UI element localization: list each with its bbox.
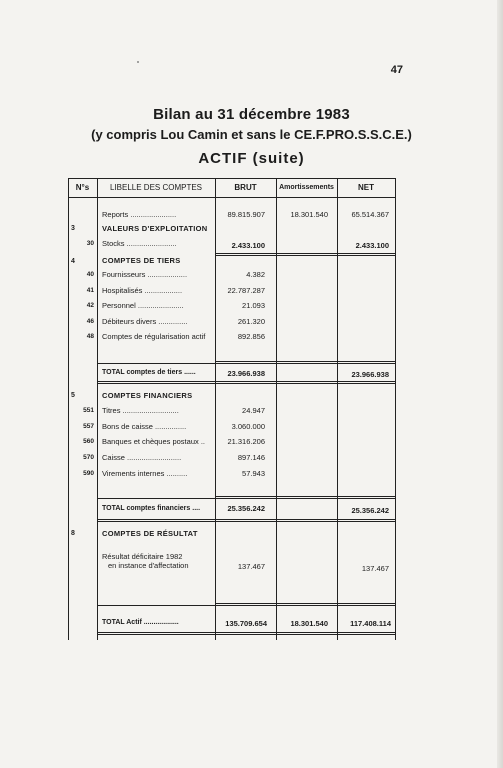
title-line-3: ACTIF (suite) xyxy=(198,150,305,167)
print-speck xyxy=(137,61,139,63)
table-right-border xyxy=(395,178,396,640)
row-net: 65.514.367 xyxy=(351,210,389,219)
row-code: 30 xyxy=(86,240,94,247)
total-actif-amort: 18.301.540 xyxy=(290,619,328,628)
row-code: 551 xyxy=(83,407,94,414)
actif-rule-2 xyxy=(97,605,395,606)
balance-table xyxy=(68,178,396,640)
header-net: NET xyxy=(358,183,374,192)
col-sep-brut xyxy=(276,178,277,640)
stocks-rule-2 xyxy=(215,255,395,256)
tiers-rule xyxy=(215,361,395,362)
row-brut: 897.146 xyxy=(237,453,265,462)
subtotal-net: 25.356.242 xyxy=(351,506,389,515)
row-code: 590 xyxy=(83,470,94,477)
row-code: 3 xyxy=(71,225,75,232)
actif-total-bottom xyxy=(97,632,395,633)
row-code: 570 xyxy=(83,454,94,461)
row-amort: 18.301.540 xyxy=(290,210,328,219)
total-actif-brut: 135.709.654 xyxy=(225,619,267,628)
subtotal-brut: 25.356.242 xyxy=(227,504,265,513)
row-brut: 261.320 xyxy=(237,317,265,326)
fin-total-bottom-2 xyxy=(97,521,395,522)
row-code: 557 xyxy=(83,423,94,430)
subtotal-net: 23.966.938 xyxy=(351,370,389,379)
header-brut: BRUT xyxy=(234,183,257,192)
actif-total-bottom-2 xyxy=(97,634,395,635)
row-code: 4 xyxy=(71,258,75,265)
row-label: Comptes de régularisation actif xyxy=(102,332,206,341)
row-label: Personnel ...................... xyxy=(102,301,184,310)
section-heading: COMPTES DE RÉSULTAT xyxy=(102,529,198,538)
row-label: Bons de caisse ............... xyxy=(102,422,187,431)
fin-rule-2 xyxy=(97,498,395,499)
row-label: Titres ........................... xyxy=(102,406,179,415)
row-net: 2.433.100 xyxy=(355,241,389,250)
row-label: Caisse .......................... xyxy=(102,453,182,462)
header-libelle: LIBELLE DES COMPTES xyxy=(109,183,203,192)
fin-rule xyxy=(215,496,395,497)
row-brut: 4.382 xyxy=(246,270,265,279)
row-label: Débiteurs divers .............. xyxy=(102,317,188,326)
row-brut: 89.815.907 xyxy=(227,210,265,219)
row-brut: 3.060.000 xyxy=(231,422,265,431)
section-heading: COMPTES FINANCIERS xyxy=(102,391,193,400)
row-label: Résultat déficitaire 1982 xyxy=(102,552,183,561)
row-label: Fournisseurs ................... xyxy=(102,270,188,279)
section-heading: VALEURS D'EXPLOITATION xyxy=(102,224,208,233)
row-label: Virements internes .......... xyxy=(102,469,188,478)
col-sep-no xyxy=(97,178,98,640)
stocks-rule xyxy=(215,253,395,254)
actif-rule xyxy=(215,603,395,604)
header-no: N°s xyxy=(75,183,90,192)
row-code: 42 xyxy=(86,302,94,309)
fin-total-bottom xyxy=(97,519,395,520)
header-amortissements: Amortissements xyxy=(279,184,334,191)
tiers-rule-2 xyxy=(97,363,395,364)
row-brut: 892.856 xyxy=(237,332,265,341)
row-net: 137.467 xyxy=(361,564,389,573)
page-number: 47 xyxy=(390,64,403,76)
title-line-1: Bilan au 31 décembre 1983 xyxy=(153,106,350,123)
row-brut: 21.093 xyxy=(242,301,265,310)
row-label: Banques et chèques postaux .. xyxy=(102,437,205,446)
row-code: 5 xyxy=(71,392,75,399)
total-actif-label: TOTAL Actif .................. xyxy=(102,619,179,626)
row-label: Hospitalisés .................. xyxy=(102,286,183,295)
row-code: 41 xyxy=(86,287,94,294)
subtotal-brut: 23.966.938 xyxy=(227,369,265,378)
row-brut: 2.433.100 xyxy=(231,241,265,250)
title-line-2: (y compris Lou Camin et sans le CE.F.PRO.S.S.C.E.) xyxy=(91,127,412,142)
row-code: 48 xyxy=(86,333,94,340)
row-code: 46 xyxy=(86,318,94,325)
row-brut: 57.943 xyxy=(242,469,265,478)
row-code: 560 xyxy=(83,438,94,445)
row-code: 8 xyxy=(71,530,75,537)
row-brut: 137.467 xyxy=(237,562,265,571)
row-brut: 24.947 xyxy=(242,406,265,415)
total-actif-net: 117.408.114 xyxy=(350,619,391,628)
table-left-border xyxy=(68,178,69,640)
row-label: Reports ...................... xyxy=(102,210,177,219)
subtotal-label: TOTAL comptes financiers .... xyxy=(102,505,201,512)
row-code: 40 xyxy=(86,271,94,278)
tiers-total-bottom xyxy=(97,381,395,382)
col-sep-amort xyxy=(337,178,338,640)
row-brut: 22.787.287 xyxy=(227,286,265,295)
header-bottom-border xyxy=(68,197,396,198)
tiers-total-bottom-2 xyxy=(97,383,395,384)
row-brut: 21.316.206 xyxy=(227,437,265,446)
subtotal-label: TOTAL comptes de tiers ...... xyxy=(102,369,196,376)
col-sep-libelle xyxy=(215,178,216,640)
section-heading: COMPTES DE TIERS xyxy=(102,256,181,265)
row-label: en instance d'affectation xyxy=(108,561,189,570)
row-label: Stocks ........................ xyxy=(102,239,177,248)
